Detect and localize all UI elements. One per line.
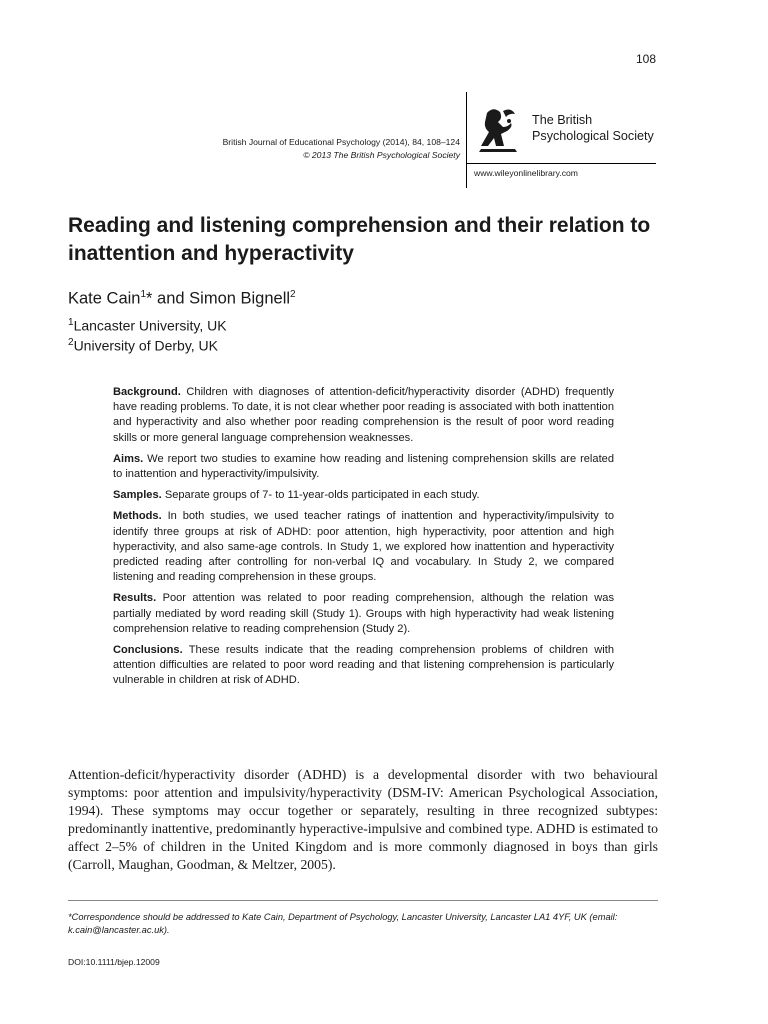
society-name-line1: The British <box>532 113 593 127</box>
abstract-label: Samples. <box>113 489 162 502</box>
author-name: Simon Bignell <box>189 289 291 308</box>
society-name-line2: Psychological Society <box>532 129 654 143</box>
affiliation-mark: 2 <box>68 337 74 348</box>
abstract-label: Background. <box>113 386 181 398</box>
abstract-label: Aims. <box>113 452 144 465</box>
abstract <box>113 385 614 695</box>
abstract-label: Methods. <box>113 510 162 523</box>
author-conjunction: and <box>152 289 190 308</box>
affiliation <box>68 317 227 334</box>
article-title: Reading and listening comprehension and their relation to inattention and hyperactivity <box>68 214 651 265</box>
author-name: Kate Cain <box>68 289 141 308</box>
authors <box>68 289 296 309</box>
affiliation-mark: 1 <box>68 317 74 328</box>
author-affiliation-mark: 1 <box>140 289 147 300</box>
abstract-text: Separate groups of 7- to 11-year-olds participated in each study. <box>164 489 480 502</box>
abstract-section <box>113 452 614 482</box>
correspondence-footnote: *Correspondence should be addressed to Kate Cain, Department of Psychology, Lancaster University, Lancaster LA1 4YF, UK (email: k.cain@lancaster.ac.uk). <box>68 912 618 935</box>
website-link[interactable]: www.wileyonlinelibrary.com <box>474 168 578 178</box>
journal-copyright: © 2013 The British Psychological Society <box>303 150 460 160</box>
footnote-rule <box>68 900 658 901</box>
affiliation-text: Lancaster University, UK <box>73 317 227 334</box>
corresponding-author-mark: * <box>146 289 153 308</box>
abstract-label: Conclusions. <box>113 644 183 657</box>
abstract-section <box>113 509 614 585</box>
header-vertical-rule <box>466 92 467 188</box>
page-number: 108 <box>635 52 656 66</box>
abstract-label: Results. <box>113 592 157 605</box>
doi: DOI:10.1111/bjep.12009 <box>68 957 160 967</box>
abstract-text: We report two studies to examine how reading and listening comprehension skills are related to inattention and hyperactivity/impulsivity. <box>113 452 614 481</box>
abstract-text: In both studies, we used teacher ratings of inattention and hyperactivity/impulsivity to identify three groups at risk of ADHD: poor attention, high hyperactivity, poor attention and high hyperactivity, and also same-age controls. In Study 1, we explored how inattention and hyperactivity predicted reading after controlling for non-verbal IQ and vocabulary. In Study 2, we compared listening and reading comprehension in these groups. <box>113 510 614 584</box>
journal-citation: British Journal of Educational Psychology (2014), 84, 108–124 <box>222 137 460 147</box>
journal-citation-block <box>150 136 460 162</box>
society-name <box>532 112 654 144</box>
abstract-text: Children with diagnoses of attention-deficit/hyperactivity disorder (ADHD) frequently have reading problems. To date, it is not clear whether poor reading is associated with both inattention and hyperactivity and also whether poor reading comprehension is the result of poor word reading skills or more general language comprehension weaknesses. <box>113 386 614 444</box>
body-paragraph: Attention-deficit/hyperactivity disorder (ADHD) is a developmental disorder with two behavioural symptoms: poor attention and impulsivity/hyperactivity (DSM-IV: American Psychological Association, 1994). These symptoms may occur together or separately, resulting in three recognized subtypes: predominantly inattentive, predominantly hyperactive-impulsive and combined type. ADHD is estimated to affect 2–5% of children in the United Kingdom and is more commonly diagnosed in boys than girls (Carroll, Maughan, Goodman, & Meltzer, 2005). <box>68 767 658 872</box>
author-affiliation-mark: 2 <box>290 289 296 300</box>
affiliation <box>68 337 218 354</box>
abstract-text: Poor attention was related to poor reading comprehension, although the relation was partially mediated by word reading skill (Study 1). Groups with high hyperactivity had weak listening comprehension relative to reading comprehension (Study 2). <box>113 592 615 635</box>
abstract-section <box>113 488 614 503</box>
affiliation-text: University of Derby, UK <box>73 337 219 354</box>
abstract-section <box>113 591 614 637</box>
abstract-section <box>113 385 614 446</box>
abstract-section <box>113 643 614 689</box>
society-logo-icon <box>473 101 523 157</box>
abstract-text: These results indicate that the reading comprehension problems of children with attention difficulties are related to poor word reading and that listening comprehension is particularly vulnerable in children at risk of ADHD. <box>113 644 614 687</box>
header-horizontal-rule <box>466 163 656 164</box>
